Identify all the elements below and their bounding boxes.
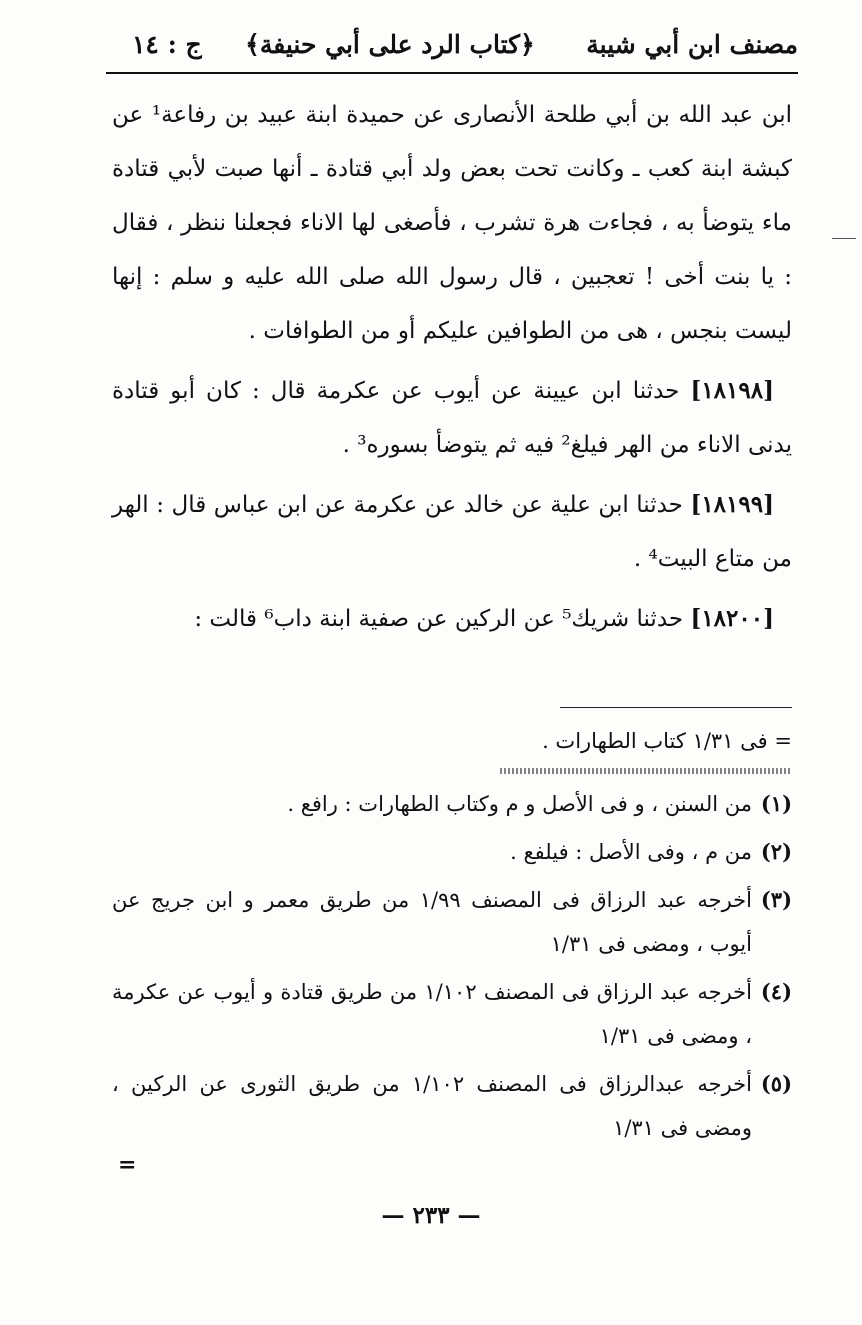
footnote-text: أخرجه عبد الرزاق فى المصنف ١/١٠٢ من طريق قتادة و أيوب عن عكرمة ، ومضى فى ١/٣١ [112,980,752,1048]
record-number: [١٨١٩٨] [690,377,774,404]
footnotes [112,782,792,1154]
footnote [112,782,792,826]
continued-paragraph: ابن عبد الله بن أبي طلحة الأنصارى عن حميدة ابنة عبيد بن رفاعة¹ عن كبشة ابنة كعب ـ وكانت تحت بعض ولد أبي قتادة ـ أنها صبت لأبي قتادة ماء يتوضأ به ، فجاءت هرة تشرب ، فأصغى لها الاناء فجعلنا ننظر ، فقال : يا بنت أخى ! تعجبين ، قال رسول الله صلى الله عليه و سلم : إنها ليست بنجس ، هى من الطوافين عليكم أو من الطوافات . [112,102,792,344]
footnote-text: من م ، وفى الأصل : فيلفع . [510,840,752,864]
footnote-number: (٤) [760,979,792,1004]
footnote-number: (١) [760,791,792,816]
header-rule [106,72,798,74]
running-header [108,22,798,66]
main-text [112,88,792,646]
wavy-separator [500,768,792,774]
page-number: — ٢٣٣ — [381,1202,481,1229]
footnote-text: أخرجه عبدالرزاق فى المصنف ١/١٠٢ من طريق الثورى عن الركين ، ومضى فى ١/٣١ [112,1072,752,1140]
record-text: حدثنا ابن عيينة عن أيوب عن عكرمة قال : كان أبو قتادة يدنى الاناء من الهر فيلغ² فيه ثم يتوضأ بسوره³ . [112,378,792,458]
hadith-record [112,364,792,472]
footnote-text: أخرجه عبد الرزاق فى المصنف ١/٩٩ من طريق معمر و ابن جريج عن أيوب ، ومضى فى ١/٣١ [112,888,752,956]
record-text: حدثنا ابن علية عن خالد عن عكرمة عن ابن عباس قال : الهر من متاع البيت⁴ . [112,492,792,572]
margin-mark [832,238,856,239]
continued-mark: = [118,1152,137,1178]
record-number: [١٨١٩٩] [690,491,774,518]
footnote [112,970,792,1058]
footnote [112,878,792,966]
footnote-continuation: = فى ١/٣١ كتاب الطهارات . [542,729,792,753]
record-number: [١٨٢٠٠] [690,605,774,632]
hadith-record [112,478,792,586]
footnote [112,830,792,874]
hadith-record [112,592,792,646]
footnote-number: (٣) [760,887,792,912]
footnote [112,1062,792,1150]
record-text: حدثنا شريك⁵ عن الركين عن صفية ابنة داب⁶ قالت : [194,606,691,632]
footnote-number: (٢) [760,839,792,864]
book-title: مصنف ابن أبي شيبة [586,29,798,59]
chapter-title: ﴿كتاب الرد على أبي حنيفة﴾ [245,29,535,59]
footnote-rule [560,707,792,708]
footnote-text: من السنن ، و فى الأصل و م وكتاب الطهارات : رافع . [287,792,752,816]
footnote-number: (٥) [760,1071,792,1096]
volume-number: ج : ١٤ [132,29,202,59]
